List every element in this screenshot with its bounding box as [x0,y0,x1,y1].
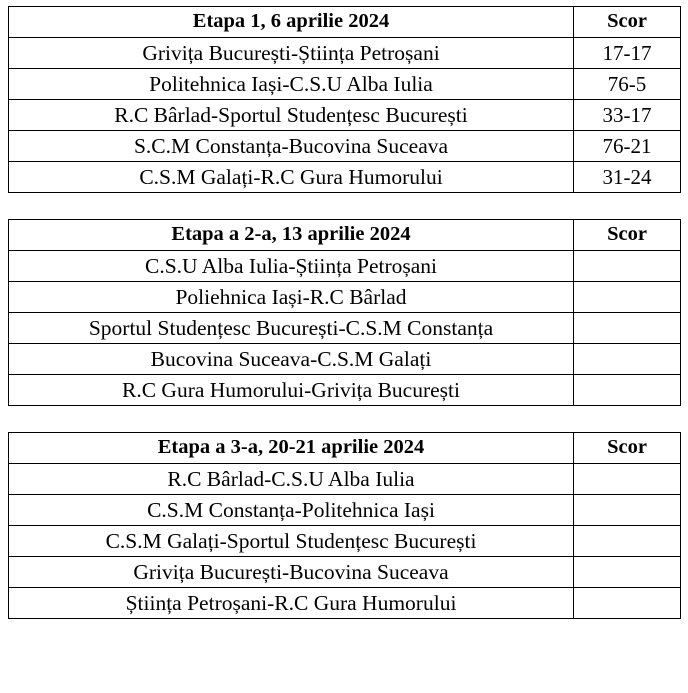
table-row [9,69,681,100]
table-row [9,557,681,588]
score-header: Scor [574,220,681,251]
round-title: Etapa a 2-a, 13 aprilie 2024 [9,220,574,251]
round-block-2 [8,219,680,406]
match-teams: Grivița București-Știința Petroșani [9,38,574,69]
match-score [574,313,681,344]
match-teams: Bucovina Suceava-C.S.M Galați [9,344,574,375]
match-score: 76-21 [574,131,681,162]
match-score [574,282,681,313]
table-row [9,162,681,193]
round-title: Etapa 1, 6 aprilie 2024 [9,7,574,38]
match-teams: R.C Gura Humorului-Grivița București [9,375,574,406]
match-teams: R.C Bârlad-Sportul Studențesc București [9,100,574,131]
match-score [574,251,681,282]
match-teams: Poliehnica Iași-R.C Bârlad [9,282,574,313]
match-score: 76-5 [574,69,681,100]
table-row [9,251,681,282]
match-score [574,526,681,557]
table-header-row [9,433,681,464]
match-score: 17-17 [574,38,681,69]
table-row [9,282,681,313]
match-score [574,344,681,375]
match-score: 33-17 [574,100,681,131]
match-teams: Grivița București-Bucovina Suceava [9,557,574,588]
table-header-row [9,7,681,38]
score-header: Scor [574,433,681,464]
round-block-3 [8,432,680,619]
match-score [574,495,681,526]
round-title: Etapa a 3-a, 20-21 aprilie 2024 [9,433,574,464]
match-score: 31-24 [574,162,681,193]
table-row [9,313,681,344]
table-row [9,344,681,375]
table-row [9,100,681,131]
table-row [9,464,681,495]
table-row [9,526,681,557]
table-row [9,375,681,406]
match-teams: C.S.M Constanța-Politehnica Iași [9,495,574,526]
match-teams: R.C Bârlad-C.S.U Alba Iulia [9,464,574,495]
match-score [574,557,681,588]
match-teams: Știința Petroșani-R.C Gura Humorului [9,588,574,619]
match-teams: C.S.U Alba Iulia-Știința Petroșani [9,251,574,282]
table-row [9,38,681,69]
match-score [574,588,681,619]
match-teams: Politehnica Iași-C.S.U Alba Iulia [9,69,574,100]
score-header: Scor [574,7,681,38]
table-row [9,131,681,162]
round-table-1 [8,6,681,193]
round-table-3 [8,432,681,619]
table-header-row [9,220,681,251]
match-teams: S.C.M Constanța-Bucovina Suceava [9,131,574,162]
round-block-1 [8,6,680,193]
match-score [574,375,681,406]
match-teams: Sportul Studențesc București-C.S.M Constanța [9,313,574,344]
match-teams: C.S.M Galați-R.C Gura Humorului [9,162,574,193]
table-row [9,588,681,619]
match-teams: C.S.M Galați-Sportul Studențesc București [9,526,574,557]
table-row [9,495,681,526]
round-table-2 [8,219,681,406]
match-score [574,464,681,495]
